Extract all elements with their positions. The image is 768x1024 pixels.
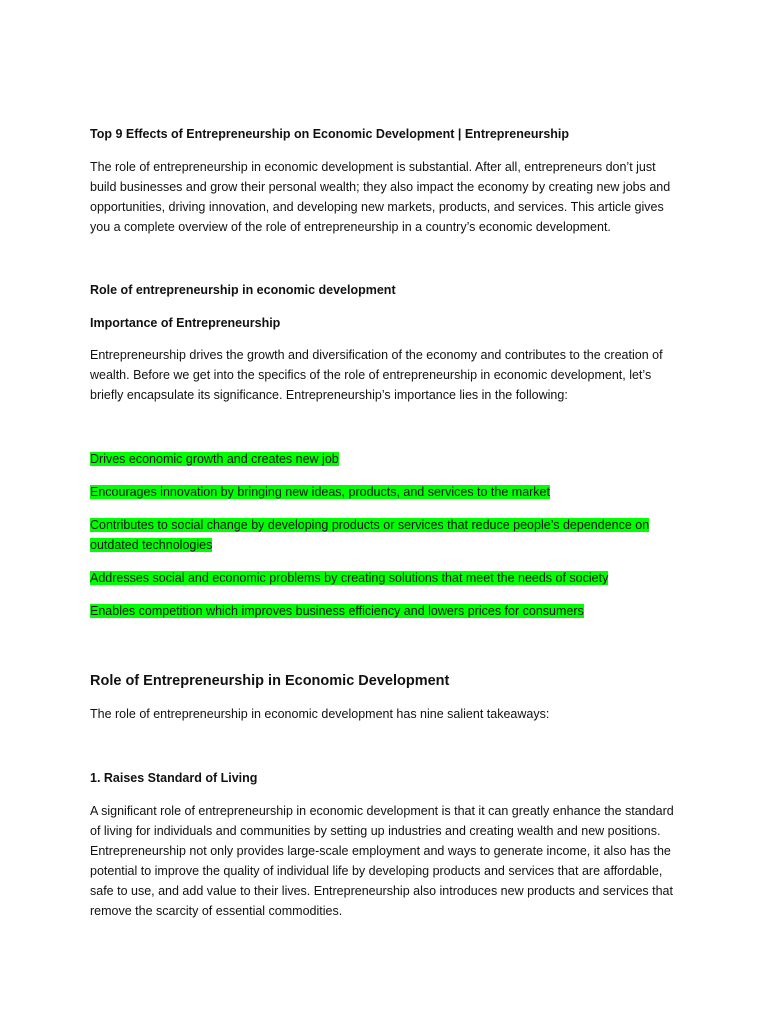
list-item (90, 482, 680, 502)
highlighted-text: Addresses social and economic problems by creating solutions that meet the needs of society (90, 571, 609, 585)
document-body (90, 124, 680, 921)
list-item (90, 568, 680, 588)
highlighted-text: Encourages innovation by bringing new ideas, products, and services to the market (90, 485, 550, 499)
highlighted-text: Drives economic growth and creates new job (90, 452, 339, 466)
intro-paragraph: The role of entrepreneurship in economic development is substantial. After all, entrepreneurs don’t just build businesses and grow their personal wealth; they also impact the economy by creating new jobs and opportunities, driving innovation, and developing new markets, products, and services. This article gives you a complete overview of the role of entrepreneurship in a country’s economic development. (90, 160, 671, 234)
highlighted-list (90, 449, 680, 621)
highlighted-text: Contributes to social change by developing products or services that reduce people’s dependence on outdated technologies (90, 518, 650, 552)
point-paragraph: A significant role of entrepreneurship in economic development is that it can greatly enhance the standard of living for individuals and communities by setting up industries and creating wealth and new positions. Entrepreneurship not only provides large-scale employment and ways to generate income, it also has the potential to improve the quality of individual life by developing products and services that are affordable, safe to use, and add value to their lives. Entrepreneurship also introduces new products and services that remove the scarcity of essential commodities. (90, 804, 674, 918)
section-heading-role: Role of entrepreneurship in economic development (90, 283, 396, 297)
document-title: Top 9 Effects of Entrepreneurship on Economic Development | Entrepreneurship (90, 127, 570, 141)
main-intro-paragraph: The role of entrepreneurship in economic development has nine salient takeaways: (90, 707, 550, 721)
list-item (90, 601, 680, 621)
importance-paragraph: Entrepreneurship drives the growth and diversification of the economy and contributes to the creation of wealth. Before we get into the specifics of the role of entrepreneurship in economic development, let’s briefly encapsulate its significance. Entrepreneurship’s importance lies in the following: (90, 348, 663, 402)
highlighted-text: Enables competition which improves business efficiency and lowers prices for consumers (90, 604, 584, 618)
section-heading-importance: Importance of Entrepreneurship (90, 316, 281, 330)
main-heading: Role of Entrepreneurship in Economic Development (90, 673, 450, 689)
point-heading: 1. Raises Standard of Living (90, 771, 258, 785)
list-item (90, 449, 680, 469)
list-item (90, 515, 680, 555)
